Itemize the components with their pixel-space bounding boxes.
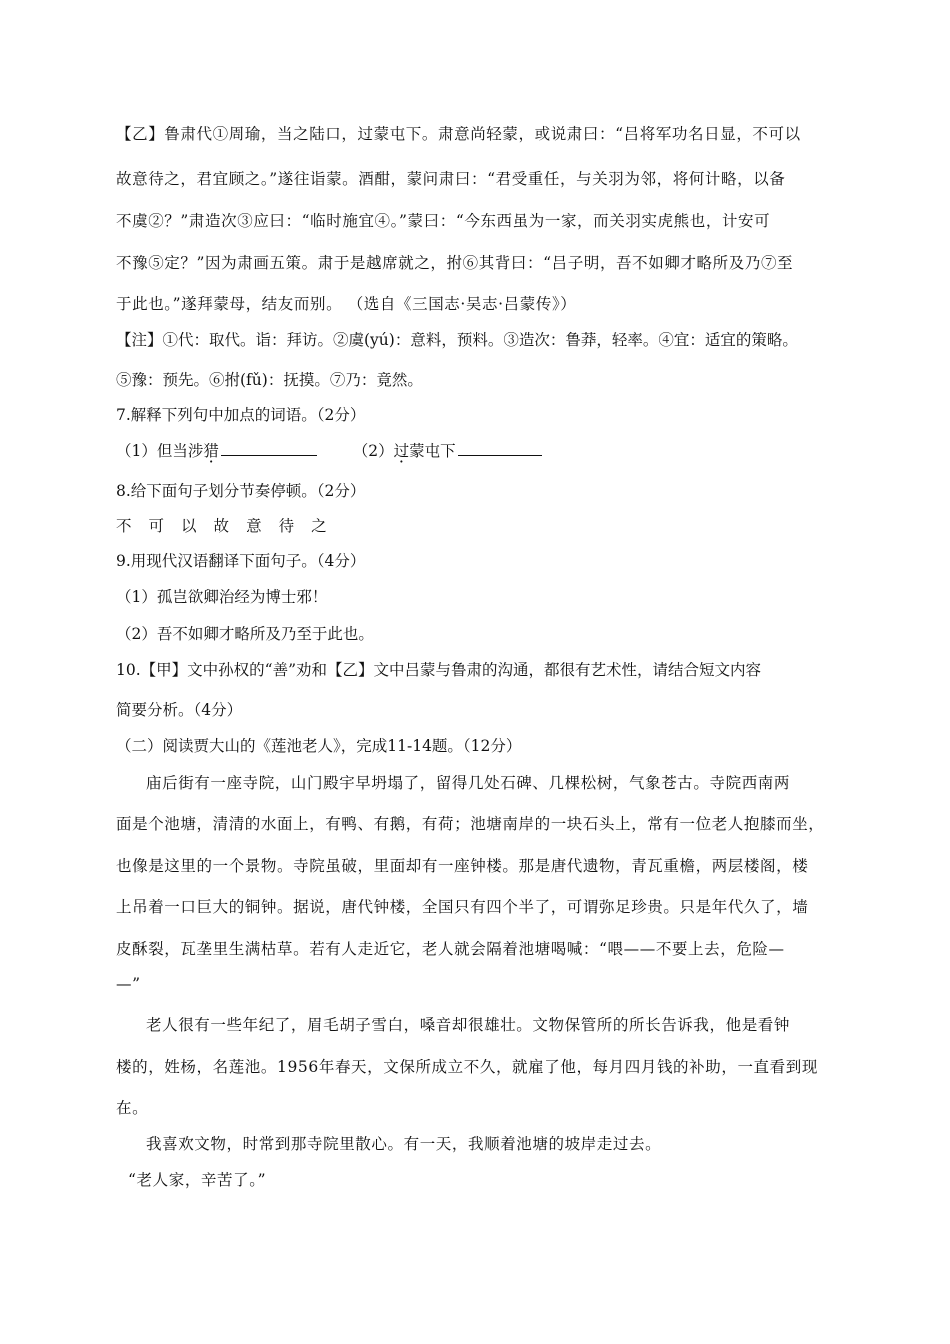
passage-yi-line-1: 【乙】鲁肃代①周瑜，当之陆口，过蒙屯下。肃意尚轻蒙，或说肃曰：“吕将军功名日显，不可以 xyxy=(116,125,801,143)
q8-char: 意 xyxy=(246,517,262,535)
q8-char: 待 xyxy=(278,517,295,535)
para-2-line-2: 楼的，姓杨，名莲池。1956年春天，文保所成立不久，就雇了他，每月四月钱的补助，一直看到现 xyxy=(116,1058,818,1076)
question-9-item-2: （2）吾不如卿才略所及乃至于此也。 xyxy=(116,625,374,643)
para-3: 我喜欢文物，时常到那寺院里散心。有一天，我顺着池塘的坡岸走过去。 xyxy=(146,1135,662,1153)
q8-char: 故 xyxy=(213,517,230,535)
question-9: 9.用现代汉语翻译下面句子。（4分） xyxy=(116,552,366,570)
q7-item-2-suffix: 蒙屯下 xyxy=(409,442,456,460)
question-8-sentence xyxy=(116,516,846,536)
passage-yi-line-5: 于此也。”遂拜蒙母，结友而别。 （选自《三国志·吴志·吕蒙传》） xyxy=(116,295,577,313)
question-7-items xyxy=(116,440,846,461)
q7-item-1-prefix: （1）但当涉 xyxy=(116,442,204,460)
passage-yi-line-3: 不虞②？”肃造次③应曰：“临时施宜④。”蒙曰：“今东西虽为一家，而关羽实虎熊也，计安可 xyxy=(116,212,771,230)
question-10-line-1: 10.【甲】文中孙权的“善”劝和【乙】文中吕蒙与鲁肃的沟通，都很有艺术性，请结合短文内容 xyxy=(116,661,762,679)
para-1-line-6: —” xyxy=(116,975,141,993)
notes-line-2: ⑤豫：预先。⑥拊(fǔ)：抚摸。⑦乃：竟然。 xyxy=(116,371,423,389)
q8-char: 之 xyxy=(311,517,327,535)
question-9-item-1: （1）孤岂欲卿治经为博士邪！ xyxy=(116,588,328,606)
q8-char: 可 xyxy=(148,517,165,535)
para-1-line-4: 上吊着一口巨大的铜钟。据说，唐代钟楼，全国只有四个半了，可谓弥足珍贵。只是年代久了，墙 xyxy=(116,898,809,916)
question-7: 7.解释下列句中加点的词语。（2分） xyxy=(116,406,366,424)
para-1-line-2: 面是个池塘，清清的水面上，有鸭、有鹅，有荷；池塘南岸的一块石头上，常有一位老人抱膝而坐， xyxy=(116,815,825,833)
q7-item-2-answer-blank[interactable] xyxy=(458,440,542,456)
notes-line-1: 【注】①代：取代。诣：拜访。②虞(yú)：意料，预料。③造次：鲁莽，轻率。④宜：适宜的策略。 xyxy=(116,331,798,349)
passage-yi-line-2: 故意待之，君宜顾之。”遂往诣蒙。酒酣，蒙问肃曰：“君受重任，与关羽为邻，将何计略，以备 xyxy=(116,170,786,188)
q8-char: 以 xyxy=(181,517,197,535)
q8-char: 不 xyxy=(116,517,132,535)
para-4: “老人家，辛苦了。” xyxy=(128,1171,267,1189)
question-8: 8.给下面句子划分节奏停顿。（2分） xyxy=(116,482,366,500)
para-1-line-5: 皮酥裂，瓦垄里生满枯草。若有人走近它，老人就会隔着池塘喝喊：“喂——不要上去，危险— xyxy=(116,940,785,958)
q7-item-2-prefix: （2） xyxy=(352,442,394,460)
q7-item-1-dotted-char: 猎 xyxy=(203,442,219,460)
para-1-line-1: 庙后街有一座寺院，山门殿宇早坍塌了，留得几处石碑、几棵松树，气象苍古。寺院西南两 xyxy=(146,774,791,792)
para-2-line-1: 老人很有一些年纪了，眉毛胡子雪白，嗓音却很雄壮。文物保管所的所长告诉我，他是看钟 xyxy=(146,1016,791,1034)
q7-item-2-dotted-char: 过 xyxy=(393,442,410,460)
para-1-line-3: 也像是这里的一个景物。寺院虽破，里面却有一座钟楼。那是唐代遗物，青瓦重檐，两层楼阁，楼 xyxy=(116,857,809,875)
para-2-line-3: 在。 xyxy=(116,1099,149,1117)
passage-yi-line-4: 不豫⑤定？”因为肃画五策。肃于是越席就之，拊⑥其背曰：“吕子明，吾不如卿才略所及乃⑦至 xyxy=(116,254,794,272)
section-2-heading: （二）阅读贾大山的《莲池老人》，完成11-14题。（12分） xyxy=(116,737,522,755)
question-10-line-2: 简要分析。（4分） xyxy=(116,701,243,719)
q7-item-1-answer-blank[interactable] xyxy=(221,440,317,456)
